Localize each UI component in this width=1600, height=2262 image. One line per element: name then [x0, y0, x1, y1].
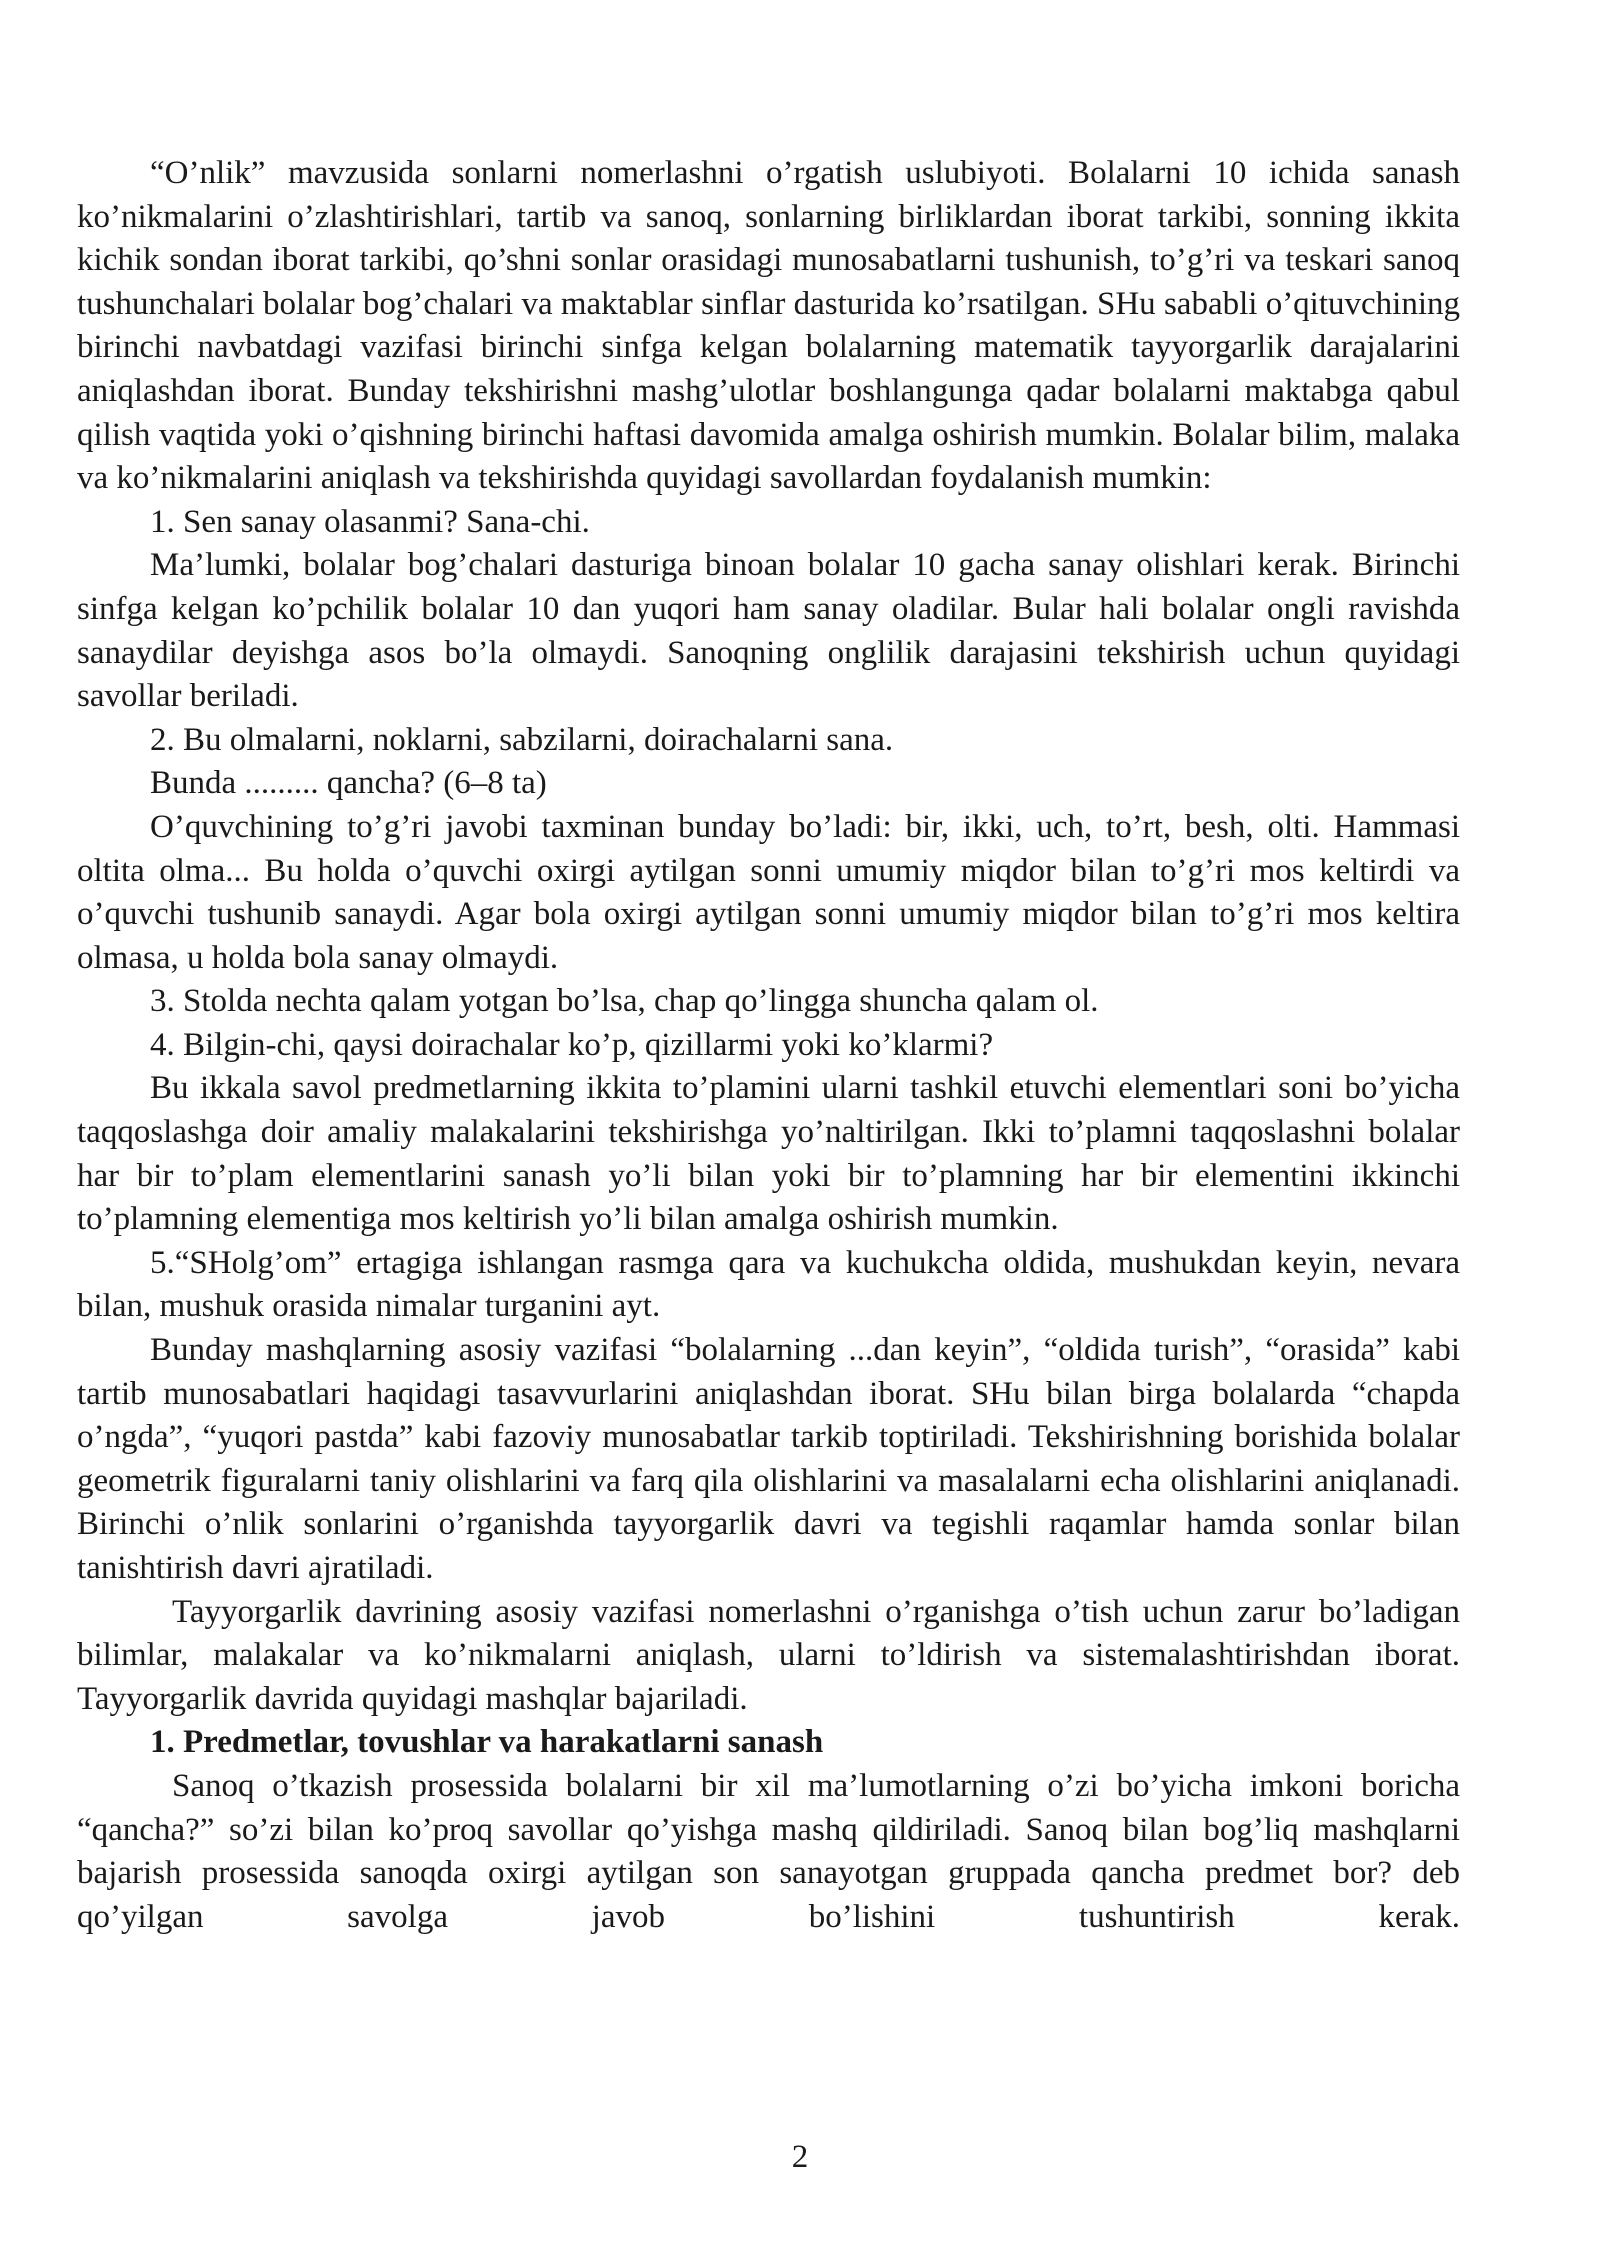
paragraph-intro: “O’nlik” mavzusida sonlarni nomerlashni o’rgatish uslubiyoti. Bolalarni 10 ichida sanash ko’nikmalarini o’zlashtirishlari, tartib va sanoq, sonlarning birliklardan iborat tarkibi, sonning ikkita kichik sondan iborat tarkibi, qo’shni sonlar orasidagi munosabatlarni tushunish, to’g’ri va teskari sanoq tushunchalari bolalar bog’chalari va maktablar sinflar dasturida ko’rsatilgan. SHu sababli o’qituvchining birinchi navbatdagi vazifasi birinchi sinfga kelgan bolalarning matematik tayyorgarlik darajalarini aniqlashdan iborat. Bunday tekshirishni mashg’ulotlar boshlangunga qadar bolalarni maktabga qabul qilish vaqtida yoki o’qishning birinchi haftasi davomida amalga oshirish mumkin. Bolalar bilim, malaka va ko’nikmalarini aniqlash va tekshirishda quyidagi savollardan foydalanish mumkin: — [77, 155, 1460, 497]
question-1: 1. Sen sanay olasanmi? Sana-chi. — [150, 503, 590, 540]
question-4: 4. Bilgin-chi, qaysi doirachalar ko’p, qizillarmi yoki ko’klarmi? — [150, 1026, 994, 1063]
paragraph-comparison: Bu ikkala savol predmetlarning ikkita to’plamini ularni tashkil etuvchi elementlari soni bo’yicha taqqoslashga doir amaliy malakalarini tekshirishga yo’naltirilgan. Ikki to’plamni taqqoslashni bolalar har bir to’plam elementlarini sanash yo’li bilan yoki bir to’plamning har bir elementini ikkinchi to’plamning elementiga mos keltirish yo’li bilan amalga oshirish mumkin. — [77, 1070, 1460, 1238]
section-heading: 1. Predmetlar, tovushlar va harakatlarni sanash — [150, 1724, 824, 1761]
paragraph-answer: O’quvchining to’g’ri javobi taxminan bunday bo’ladi: bir, ikki, uch, to’rt, besh, olti. Hammasi oltita olma... Bu holda o’quvchi oxirgi aytilgan sonni umumiy miqdor bilan to’g’ri mos keltirdi va o’quvchi tushunib sanaydi. Agar bola oxirgi aytilgan sonni umumiy miqdor bilan to’g’ri mos keltira olmasa, u holda bola sanay olmaydi. — [77, 808, 1460, 976]
paragraph-counting: Ma’lumki, bolalar bog’chalari dasturiga binoan bolalar 10 gacha sanay olishlari kerak. Birinchi sinfga kelgan ko’pchilik bolalar 10 dan yuqori ham sanay oladilar. Bular hali bolalar ongli ravishda sanaydilar deyishga asos bo’la olmaydi. Sanoqning onglilik darajasini tekshirish uchun quyidagi savollar beriladi. — [77, 547, 1460, 715]
paragraph-relations: Bunday mashqlarning asosiy vazifasi “bolalarning ...dan keyin”, “oldida turish”, “orasida” kabi tartib munosabatlari haqidagi tasavvurlarini aniqlashdan iborat. SHu bilan birga bolalarda “chapda o’ngda”, “yuqori pastda” kabi fazoviy munosabatlar tarkib toptiriladi. Tekshirishning borishida bolalar geometrik figuralarni taniy olishlarini va farq qila olishlarini va masalalarni echa olishlarini aniqlanadi. Birinchi o’nlik sonlarini o’rganishda tayyorgarlik davri va tegishli raqamlar hamda sonlar bilan tanishtirish davri ajratiladi. — [77, 1332, 1460, 1586]
paragraph-counting-practice: Sanoq o’tkazish prosessida bolalarni bir xil ma’lumotlarning o’zi bo’yicha imkoni boricha “qancha?” so’zi bilan ko’proq savollar qo’yishga mashq qildiriladi. Sanoq bilan bog’liq mashqlarni bajarish prosessida sanoqda oxirgi aytilgan son sanayotgan gruppada qancha predmet bor? deb qo’yilgan savolga javob bo’lishini tushuntirish kerak. — [77, 1767, 1460, 1935]
question-2: 2. Bu olmalarni, noklarni, sabzilarni, doirachalarni sana. — [150, 721, 894, 758]
question-5: 5.“SHolg’om” ertagiga ishlangan rasmga qara va kuchukcha oldida, mushukdan keyin, nevara bilan, mushuk orasida nimalar turganini ayt. — [77, 1244, 1460, 1325]
question-2-detail: Bunda ......... qancha? (6–8 ta) — [150, 765, 547, 802]
paragraph-preparation: Tayyorgarlik davrining asosiy vazifasi nomerlashni o’rganishga o’tish uchun zarur bo’ladigan bilimlar, malakalar va ko’nikmalarni aniqlash, ularni to’ldirish va sistemalashtirishdan iborat. Tayyorgarlik davrida quyidagi mashqlar bajariladi. — [77, 1593, 1460, 1717]
question-3: 3. Stolda nechta qalam yotgan bo’lsa, chap qo’lingga shuncha qalam ol. — [150, 983, 1099, 1020]
page-number: 2 — [791, 2139, 809, 2175]
